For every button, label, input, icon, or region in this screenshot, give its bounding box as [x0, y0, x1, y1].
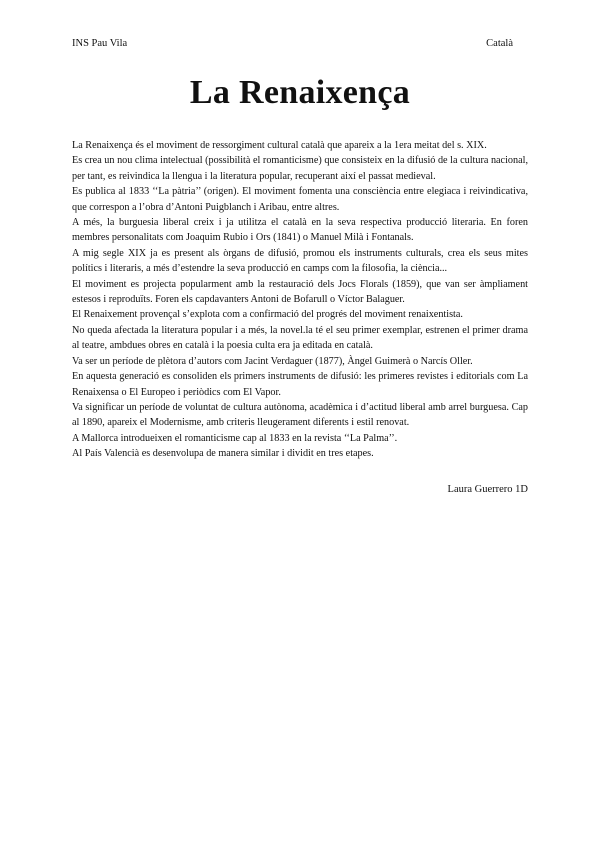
paragraph: A Mallorca introdueixen el romanticisme cap al 1833 en la revista ‘‘La Palma’’.: [72, 432, 398, 444]
paragraph: A mig segle XIX ja es present als òrgans de difusió, promou els instruments culturals, crea els seus mites polítics i literaris, a més d’estendre la seva producció en camps com la filosofia, la ciència...: [72, 247, 528, 275]
paragraph: No queda afectada la literatura popular i a més, la novel.la té el seu primer exemplar, estrenen el primer drama al teatre, ambdues obres en català i la poesia culta era ja editada en català.: [72, 324, 528, 352]
paragraph: En aquesta generació es consoliden els primers instruments de difusió: les primeres revistes i editorials com La Renaixensa o El Europeo i periòdics com El Vapor.: [72, 371, 528, 398]
paragraph: Es publica al 1833 ‘‘La pàtria’’ (origen). El moviment fomenta una consciència entre elegiaca i reivindicativa, que correspon a l’obra d’Antoni Puigblanch i Aribau, entre altres.: [72, 186, 528, 213]
paragraph: Al País Valencià es desenvolupa de manera similar i dividit en tres etapes.: [72, 448, 374, 460]
paragraph: El Renaixement provençal s’explota com a confirmació del progrés del moviment renaixentista.: [72, 309, 463, 321]
paragraph: Va ser un període de plètora d’autors com Jacint Verdaguer (1877), Àngel Guimerà o Narcís Oller.: [72, 355, 473, 367]
paragraph: A més, la burguesia liberal creix i ja utilitza el català en la seva respectiva producció literaria. En foren membres personalitats com Joaquim Rubio i Ors (1841) o Manuel Milà i Fontanals.: [72, 217, 528, 244]
header-subject: Català: [486, 38, 513, 49]
document-body: [72, 138, 528, 462]
paragraph: La Renaixença és el moviment de ressorgiment cultural català que apareix a la 1era meitat del s. XIX.: [72, 140, 487, 151]
header-school: INS Pau Vila: [72, 38, 128, 49]
paragraph: Es crea un nou clima intelectual (possibilità el romanticisme) que consisteix en la difusió de la cultura nacional, per tant, es reivindica la llengua i la literatura popular, recuperant així el passat medieval.: [72, 155, 528, 182]
document-title: La Renaixença: [189, 74, 411, 111]
paragraph: Va significar un període de voluntat de cultura autònoma, acadèmica i d’actitud liberal amb arrel burguesa. Cap al 1890, apareix el Modernisme, amb criteris lleugerament diferents i estil renovat.: [72, 401, 528, 429]
author-signature: Laura Guerrero 1D: [447, 484, 528, 495]
paragraph: El moviment es projecta popularment amb la restauració dels Jocs Florals (1859), que van ser àmpliament estesos i reproduïts. Foren els capdavanters Antoni de Bofarull o Víctor Balaguer.: [72, 278, 528, 306]
page-header: [72, 38, 528, 52]
